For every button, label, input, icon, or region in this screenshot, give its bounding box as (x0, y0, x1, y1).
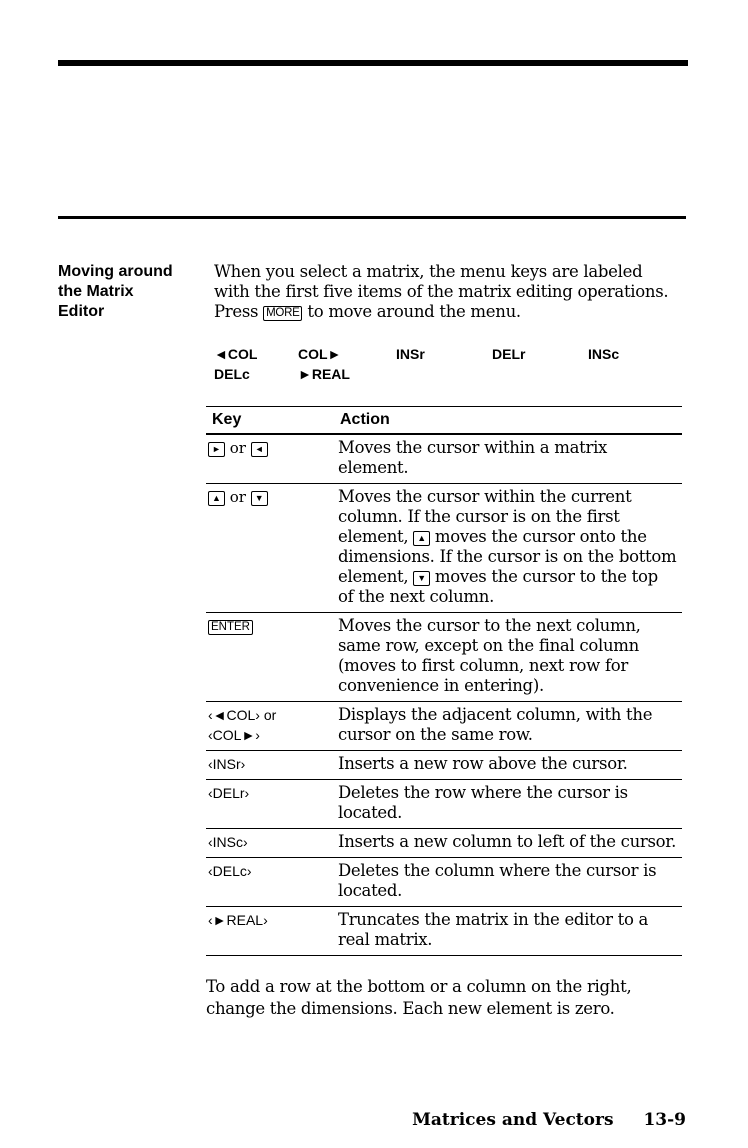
key-cell (206, 705, 338, 745)
menu-label-delr: DELr (492, 346, 526, 362)
menu-label-insc: INSc (588, 346, 620, 362)
key-cell (206, 832, 338, 852)
action-line: located. (338, 803, 403, 822)
menu-key-col: ‹COL►› (208, 727, 260, 743)
more-key: MORE (263, 306, 302, 321)
action-cell (338, 438, 682, 478)
table-row (206, 751, 682, 780)
menu-row-2 (214, 364, 686, 384)
page-number: 13-9 (643, 1110, 686, 1130)
action-line: real matrix. (338, 930, 433, 949)
table-header (206, 406, 682, 435)
menu-labels (214, 344, 686, 384)
action-line: column. If the cursor is on the first (338, 507, 620, 526)
action-line: cursor on the same row. (338, 725, 533, 744)
action-line: Deletes the column where the cursor is (338, 861, 657, 880)
menu-key-col: ‹◄COL› or (208, 707, 277, 723)
intro-line (214, 302, 686, 322)
table-row (206, 435, 682, 484)
menu-label-col-left: ◄COL (214, 346, 258, 362)
enter-key-icon: ENTER (208, 620, 253, 635)
key-or: or (229, 439, 246, 457)
action-line: Inserts a new row above the cursor. (338, 754, 628, 773)
action-line: Moves the cursor to the next column, (338, 616, 641, 635)
key-cell (206, 754, 338, 774)
section-heading (58, 262, 198, 322)
action-text: moves the cursor onto the (434, 527, 647, 546)
header-action: Action (340, 411, 390, 428)
action-cell (338, 861, 682, 901)
action-line: located. (338, 881, 403, 900)
action-cell (338, 783, 682, 823)
menu-key-real: ‹►REAL› (208, 912, 268, 928)
key-or: or (229, 488, 246, 506)
action-line: dimensions. If the cursor is on the bottom (338, 547, 677, 566)
action-cell (338, 832, 682, 852)
page-footer (412, 1110, 686, 1130)
key-cell (206, 487, 338, 607)
closing-paragraph (206, 976, 686, 1020)
action-line: Inserts a new column to left of the cursor. (338, 832, 677, 851)
action-line: convenience in entering). (338, 676, 544, 695)
menu-label-real: ►REAL (298, 366, 350, 382)
intro-paragraph (214, 262, 686, 322)
menu-key-insc: ‹INSc› (208, 834, 248, 850)
table-row (206, 484, 682, 613)
up-arrow-key-icon: ▲ (208, 491, 225, 506)
action-text: element, (338, 567, 409, 586)
action-line: Moves the cursor within a matrix (338, 438, 608, 457)
menu-key-delr: ‹DELr› (208, 785, 250, 801)
chapter-title: Matrices and Vectors (412, 1110, 614, 1130)
key-cell (206, 616, 338, 696)
table-row (206, 907, 682, 956)
intro-text: to move around the menu. (307, 302, 521, 321)
right-arrow-key-icon: ► (208, 442, 225, 457)
action-line: (moves to first column, next row for (338, 656, 628, 675)
closing-line: To add a row at the bottom or a column on the right, (206, 977, 632, 996)
menu-label-delc: DELc (214, 366, 250, 382)
intro-line: When you select a matrix, the menu keys are labeled (214, 262, 643, 281)
action-line (338, 567, 678, 587)
action-line: Moves the cursor within the current (338, 487, 632, 506)
menu-row-1 (214, 344, 686, 364)
section-heading-line: the Matrix (58, 283, 134, 300)
down-arrow-key-icon: ▼ (413, 571, 430, 586)
intro-text: Press (214, 302, 259, 321)
up-arrow-key-icon: ▲ (413, 531, 430, 546)
key-cell (206, 438, 338, 478)
action-text: element, (338, 527, 409, 546)
table-row (206, 780, 682, 829)
menu-label-insr: INSr (396, 346, 425, 362)
intro-line: with the first five items of the matrix editing operations. (214, 282, 669, 301)
top-rule (58, 60, 688, 66)
key-cell (206, 861, 338, 901)
section-heading-line: Editor (58, 303, 105, 320)
action-cell (338, 487, 682, 607)
table-row (206, 858, 682, 907)
table-row (206, 613, 682, 702)
action-line (338, 527, 678, 547)
action-cell (338, 754, 682, 774)
section-heading-line: Moving around (58, 263, 173, 280)
action-line: Truncates the matrix in the editor to a (338, 910, 649, 929)
action-cell (338, 910, 682, 950)
action-cell (338, 705, 682, 745)
menu-key-delc: ‹DELc› (208, 863, 252, 879)
key-cell (206, 783, 338, 823)
action-line: of the next column. (338, 587, 495, 606)
table-row (206, 829, 682, 858)
action-text: moves the cursor to the top (434, 567, 658, 586)
menu-label-col-right: COL► (298, 346, 342, 362)
action-line: same row, except on the final column (338, 636, 639, 655)
action-cell (338, 616, 682, 696)
key-action-table (206, 406, 682, 956)
closing-line: change the dimensions. Each new element is zero. (206, 999, 615, 1018)
section-rule (58, 216, 686, 219)
action-line: Displays the adjacent column, with the (338, 705, 653, 724)
key-cell (206, 910, 338, 950)
header-key: Key (212, 411, 242, 428)
menu-key-insr: ‹INSr› (208, 756, 246, 772)
action-line: element. (338, 458, 409, 477)
down-arrow-key-icon: ▼ (251, 491, 268, 506)
table-row (206, 702, 682, 751)
action-line: Deletes the row where the cursor is (338, 783, 628, 802)
left-arrow-key-icon: ◄ (251, 442, 268, 457)
